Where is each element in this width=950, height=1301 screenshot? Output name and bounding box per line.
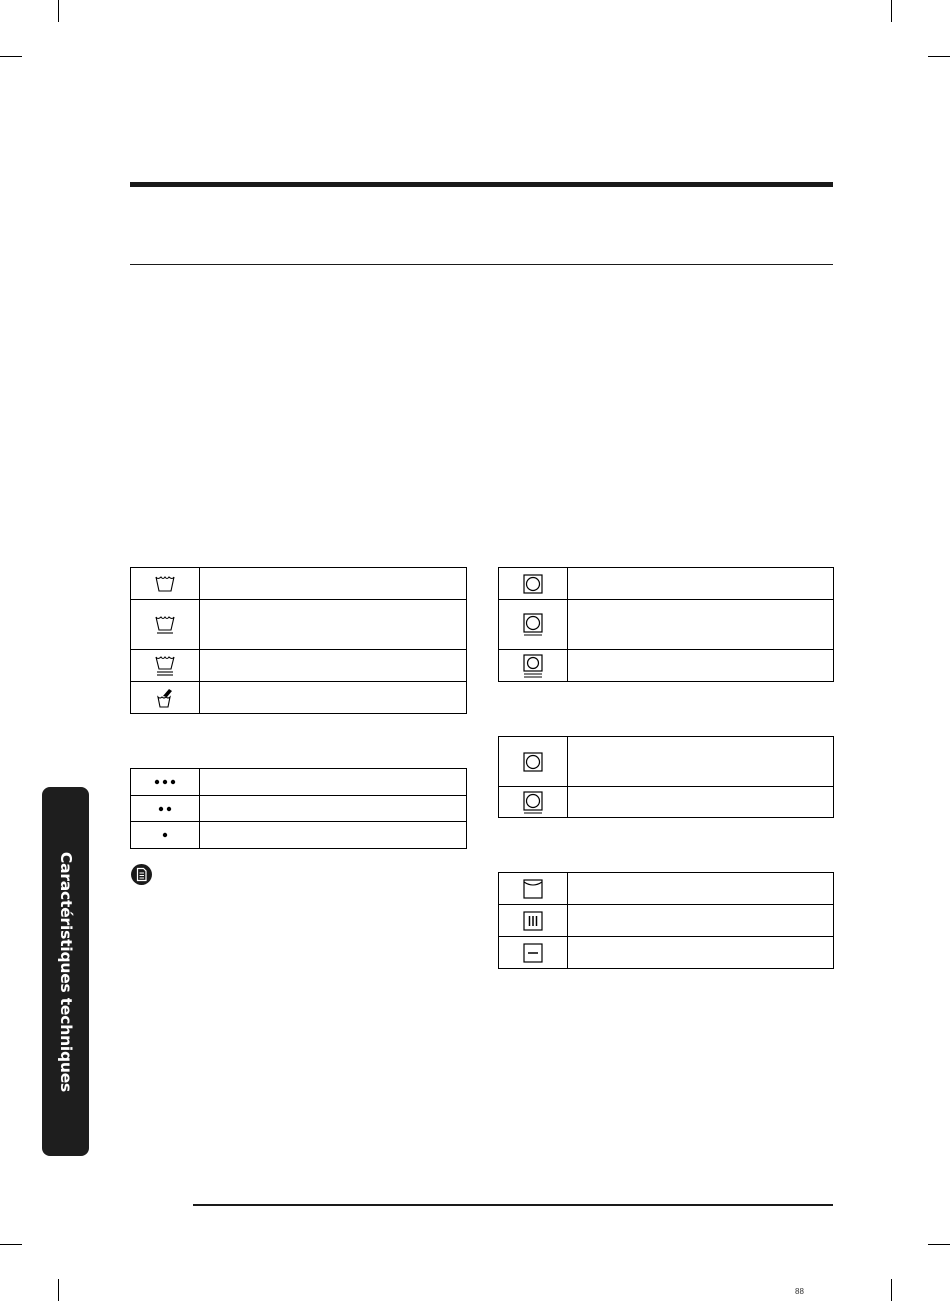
washtub-single-line-icon <box>131 600 200 650</box>
table-row <box>131 650 467 682</box>
chapter-side-tab <box>42 787 89 1156</box>
header-rule <box>130 182 833 187</box>
tumble-dry-single-line-icon <box>499 600 568 650</box>
washtub-double-line-icon <box>131 650 200 682</box>
table-row <box>131 568 467 600</box>
line-dry-icon <box>499 873 568 905</box>
table-row <box>131 682 467 714</box>
page-number: 88 <box>795 1287 804 1296</box>
crop-mark <box>58 0 59 22</box>
note-icon <box>131 864 152 890</box>
tumble-dry-symbols-table <box>498 567 834 682</box>
drip-dry-icon <box>499 905 568 937</box>
table-row <box>499 600 834 650</box>
crop-mark <box>928 1244 950 1245</box>
table-row <box>131 796 467 822</box>
crop-mark <box>891 1279 892 1301</box>
table-row <box>499 787 834 818</box>
table-cell <box>568 650 834 682</box>
table-cell <box>568 600 834 650</box>
section-rule <box>130 264 833 265</box>
washing-symbols-table <box>130 567 467 714</box>
temperature-symbols-table <box>130 768 467 849</box>
table-cell <box>568 873 834 905</box>
table-cell <box>568 787 834 818</box>
crop-mark <box>0 56 22 57</box>
one-dot-icon <box>131 822 200 849</box>
crop-mark <box>891 0 892 22</box>
table-row <box>499 905 834 937</box>
table-cell <box>200 600 467 650</box>
tumble-dry-single-line-icon <box>499 787 568 818</box>
table-row <box>131 769 467 796</box>
table-cell <box>200 682 467 714</box>
crop-mark <box>58 1279 59 1301</box>
hand-wash-icon <box>131 682 200 714</box>
second-dry-symbols-table <box>498 736 834 818</box>
three-dots-icon <box>131 769 200 796</box>
table-row <box>131 600 467 650</box>
table-cell <box>568 737 834 787</box>
table-row <box>499 737 834 787</box>
tumble-dry-double-line-icon <box>499 650 568 682</box>
table-row <box>499 650 834 682</box>
crop-mark <box>928 56 950 57</box>
table-row <box>499 568 834 600</box>
table-cell <box>568 568 834 600</box>
chapter-side-tab-label: Caractéristiques techniques <box>56 851 75 1092</box>
table-row <box>131 822 467 849</box>
tumble-dry-icon <box>499 737 568 787</box>
table-cell <box>200 650 467 682</box>
table-row <box>499 873 834 905</box>
crop-mark <box>0 1244 22 1245</box>
table-cell <box>568 905 834 937</box>
footer-rule <box>193 1204 833 1206</box>
table-cell <box>568 937 834 969</box>
table-cell <box>200 796 467 822</box>
table-cell <box>200 822 467 849</box>
two-dots-icon <box>131 796 200 822</box>
table-cell <box>200 769 467 796</box>
natural-dry-symbols-table <box>498 872 834 969</box>
washtub-icon <box>131 568 200 600</box>
table-row <box>499 937 834 969</box>
table-cell <box>200 568 467 600</box>
dry-flat-icon <box>499 937 568 969</box>
tumble-dry-icon <box>499 568 568 600</box>
